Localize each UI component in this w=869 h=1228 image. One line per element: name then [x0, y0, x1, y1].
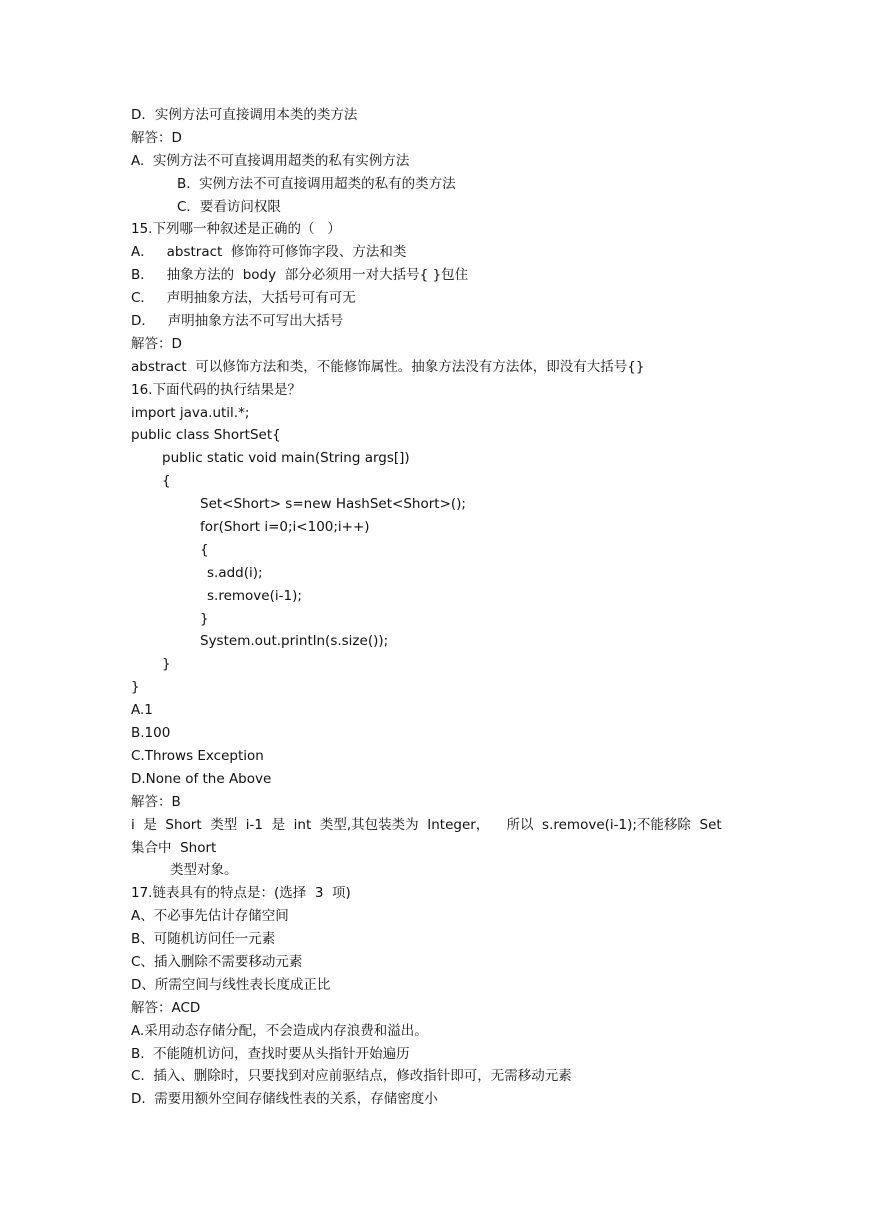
- explanation-line: 类型对象。: [170, 862, 238, 879]
- option-d: D、所需空间与线性表长度成正比: [131, 976, 331, 993]
- code-line: import java.util.*;: [131, 404, 250, 421]
- option-c: C、插入删除不需要移动元素: [131, 953, 303, 970]
- code-line: public static void main(String args[]): [162, 450, 410, 467]
- option-a: A.1: [131, 702, 153, 719]
- code-line: {: [200, 541, 209, 558]
- text-line: B. 实例方法不可直接调用超类的私有的类方法: [177, 175, 456, 192]
- code-line: }: [131, 679, 140, 696]
- option-d: D.None of the Above: [131, 770, 272, 787]
- code-line: for(Short i=0;i<100;i++): [200, 519, 370, 536]
- explanation-line: 集合中 Short: [131, 839, 217, 856]
- option-d: D． 声明抽象方法不可写出大括号: [131, 313, 344, 330]
- question-15-title: 15.下列哪一种叙述是正确的（ ）: [131, 221, 341, 238]
- code-line: s.add(i);: [207, 564, 263, 581]
- code-line: }: [200, 610, 209, 627]
- question-17-title: 17.链表具有的特点是：(选择 3 项): [131, 885, 351, 902]
- code-line: System.out.println(s.size());: [200, 633, 389, 650]
- text-line: A. 实例方法不可直接调用超类的私有实例方法: [131, 152, 410, 169]
- option-b: B、可随机访问任一元素: [131, 931, 276, 948]
- answer-line: 解答：B: [131, 793, 181, 810]
- answer-line: 解答：D: [131, 335, 182, 352]
- text-line: C．要看访问权限: [177, 198, 281, 215]
- option-a: A． abstract 修饰符可修饰字段、方法和类: [131, 244, 407, 261]
- option-c: C.Throws Exception: [131, 747, 264, 764]
- text-line: D．实例方法可直接调用本类的类方法: [131, 107, 358, 123]
- answer-line: 解答：ACD: [131, 999, 201, 1016]
- explanation-line: abstract 可以修饰方法和类，不能修饰属性。抽象方法没有方法体，即没有大括号{}: [131, 358, 645, 375]
- explanation-line: C. 插入、删除时，只要找到对应前驱结点，修改指针即可，无需移动元素: [131, 1068, 572, 1085]
- code-line: }: [162, 656, 171, 673]
- explanation-line: B. 不能随机访问，查找时要从头指针开始遍历: [131, 1045, 410, 1062]
- question-16-title: 16.下面代码的执行结果是？: [131, 381, 301, 398]
- code-line: s.remove(i-1);: [207, 587, 302, 604]
- option-a: A、不必事先估计存储空间: [131, 908, 289, 925]
- code-line: public class ShortSet{: [131, 427, 281, 444]
- text-line: 解答：D: [131, 129, 182, 146]
- code-line: {: [162, 473, 171, 490]
- document-body: [131, 104, 741, 1111]
- option-b: B.100: [131, 725, 171, 742]
- explanation-line: A.采用动态存储分配，不会造成内存浪费和溢出。: [131, 1022, 428, 1039]
- explanation-line: i 是 Short 类型 i-1 是 int 类型,其包装类为 Integer， 所以 s.remove(i-1);不能移除 Set: [131, 816, 722, 833]
- option-c: C． 声明抽象方法，大括号可有可无: [131, 290, 356, 307]
- code-line: Set<Short> s=new HashSet<Short>();: [200, 496, 466, 513]
- explanation-line: D. 需要用额外空间存储线性表的关系，存储密度小: [131, 1091, 438, 1108]
- option-b: B． 抽象方法的 body 部分必须用一对大括号{ }包住: [131, 267, 469, 284]
